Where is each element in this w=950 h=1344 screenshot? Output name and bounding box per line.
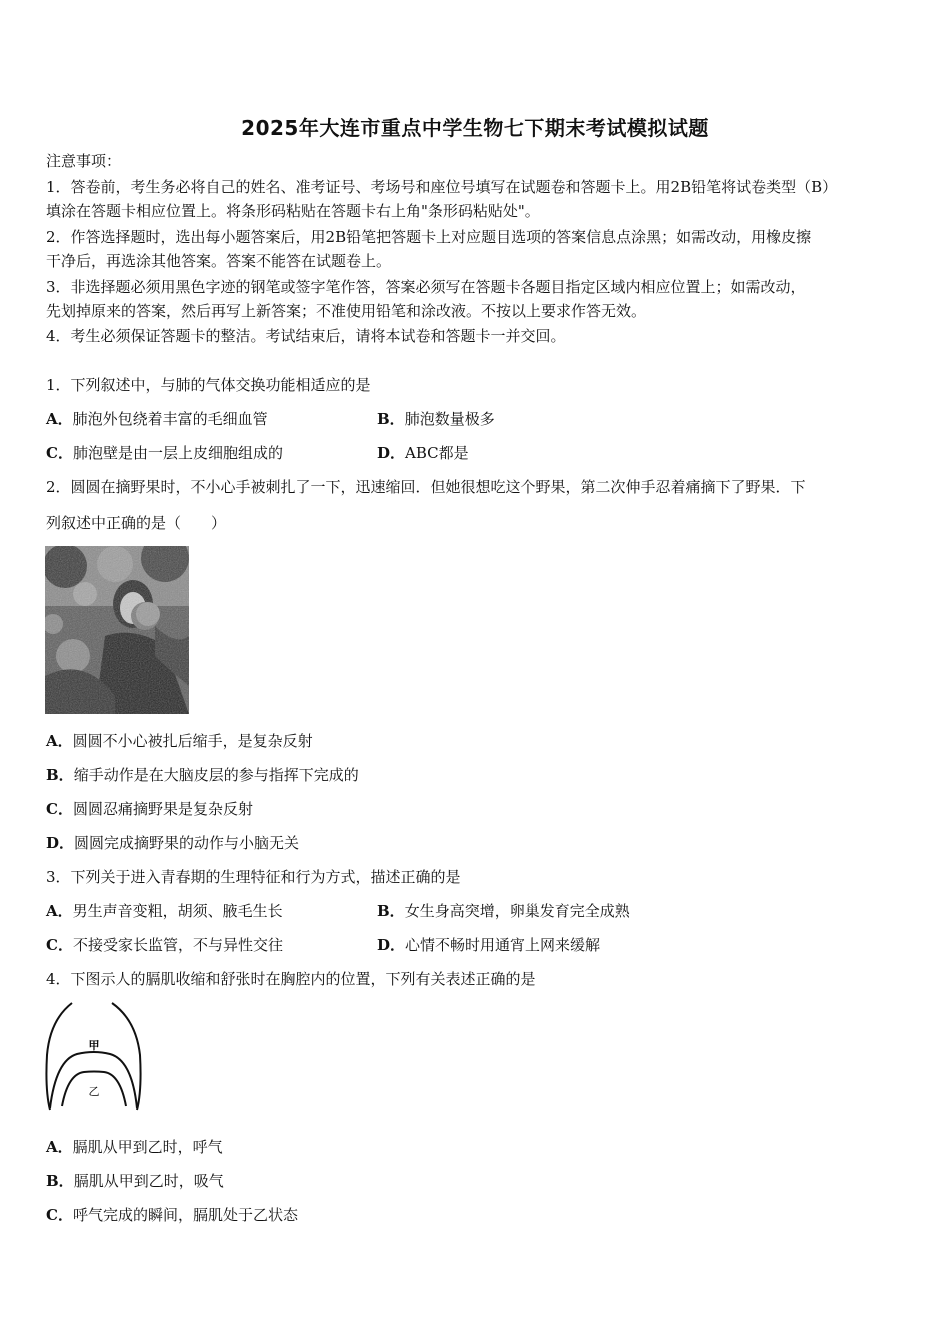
- option-label: A．: [46, 1138, 73, 1156]
- q3-option-b: [377, 901, 630, 921]
- option-text: 圆圆忍痛摘野果是复杂反射: [72, 800, 253, 818]
- option-text: 男生声音变粗，胡须、腋毛生长: [72, 902, 283, 920]
- option-label: C．: [46, 936, 73, 954]
- option-label: D．: [377, 936, 406, 954]
- option-text: 缩手动作是在大脑皮层的参与指挥下完成的: [73, 766, 359, 784]
- question-2-stem-cont: 列叙述中正确的是（ ）: [46, 514, 227, 532]
- notice-line: 干净后，再选涂其他答案。答案不能答在试题卷上。: [46, 252, 392, 270]
- q1-option-a: [46, 409, 268, 429]
- fruit-picking-photo: [45, 546, 189, 714]
- option-text: 圆圆不小心被扎后缩手，是复杂反射: [72, 732, 313, 750]
- q3-option-a: [46, 901, 283, 921]
- option-label: C．: [46, 1206, 73, 1224]
- q3-option-d: [377, 935, 600, 955]
- q1-option-c: [46, 443, 283, 463]
- option-text: 心情不畅时用通宵上网来缓解: [405, 936, 601, 954]
- option-label: A．: [46, 410, 73, 428]
- option-text: 肺泡壁是由一层上皮细胞组成的: [72, 444, 283, 462]
- option-text: 肺泡外包绕着丰富的毛细血管: [72, 410, 268, 428]
- q4-option-a: [46, 1137, 223, 1157]
- diagram-label-jia: 甲: [88, 1039, 100, 1052]
- option-label: D．: [377, 444, 406, 462]
- notice-heading: 注意事项：: [46, 152, 122, 170]
- notice-line: 4．考生必须保证答题卡的整洁。考试结束后，请将本试卷和答题卡一并交回。: [46, 327, 566, 345]
- notice-line: 3．非选择题必须用黑色字迹的钢笔或签字笔作答，答案必须写在答题卡各题目指定区域内相应位置上；如需改动，: [46, 278, 806, 296]
- q4-option-b: [46, 1171, 224, 1191]
- option-text: 圆圆完成摘野果的动作与小脑无关: [74, 834, 300, 852]
- option-label: B．: [46, 1172, 74, 1190]
- option-text: 膈肌从甲到乙时，吸气: [73, 1172, 224, 1190]
- q1-option-d: [377, 443, 469, 463]
- q2-option-a: [46, 731, 313, 751]
- option-label: D．: [46, 834, 75, 852]
- option-label: B．: [46, 766, 74, 784]
- option-label: C．: [46, 444, 73, 462]
- notice-line: 2．作答选择题时，选出每小题答案后，用2B铅笔把答题卡上对应题目选项的答案信息点涂黑；如需改动，用橡皮擦: [46, 228, 812, 246]
- question-3-stem: 3．下列关于进入青春期的生理特征和行为方式，描述正确的是: [46, 868, 461, 886]
- notice-line: 填涂在答题卡相应位置上。将条形码粘贴在答题卡右上角"条形码粘贴处"。: [46, 202, 540, 220]
- q1-option-b: [377, 409, 495, 429]
- notice-line: 先划掉原来的答案，然后再写上新答案；不准使用铅笔和涂改液。不按以上要求作答无效。: [46, 302, 647, 320]
- question-2-stem: 2．圆圆在摘野果时，不小心手被刺扎了一下，迅速缩回．但她很想吃这个野果，第二次伸手忍着痛摘下了野果．下: [46, 478, 806, 496]
- q2-option-d: [46, 833, 299, 853]
- diaphragm-diagram: [42, 1000, 146, 1116]
- q2-option-b: [46, 765, 359, 785]
- notice-line: 1．答卷前，考生务必将自己的姓名、准考证号、考场号和座位号填写在试题卷和答题卡上。用2B铅笔将试卷类型（B）: [46, 178, 838, 196]
- option-text: 膈肌从甲到乙时，呼气: [72, 1138, 223, 1156]
- option-text: 肺泡数量极多: [404, 410, 495, 428]
- option-label: A．: [46, 902, 73, 920]
- option-text: ABC都是: [405, 444, 469, 462]
- q3-option-c: [46, 935, 283, 955]
- page-title: 2025年大连市重点中学生物七下期末考试模拟试题: [241, 116, 709, 140]
- option-label: C．: [46, 800, 73, 818]
- question-4-stem: 4．下图示人的膈肌收缩和舒张时在胸腔内的位置，下列有关表述正确的是: [46, 970, 536, 988]
- q4-option-c: [46, 1205, 298, 1225]
- option-label: B．: [377, 902, 405, 920]
- option-text: 女生身高突增，卵巢发育完全成熟: [404, 902, 630, 920]
- option-label: A．: [46, 732, 73, 750]
- option-text: 不接受家长监管，不与异性交往: [72, 936, 283, 954]
- option-text: 呼气完成的瞬间，膈肌处于乙状态: [72, 1206, 298, 1224]
- q2-option-c: [46, 799, 253, 819]
- question-1-stem: 1．下列叙述中，与肺的气体交换功能相适应的是: [46, 376, 371, 394]
- diagram-label-yi: 乙: [88, 1085, 100, 1098]
- option-label: B．: [377, 410, 405, 428]
